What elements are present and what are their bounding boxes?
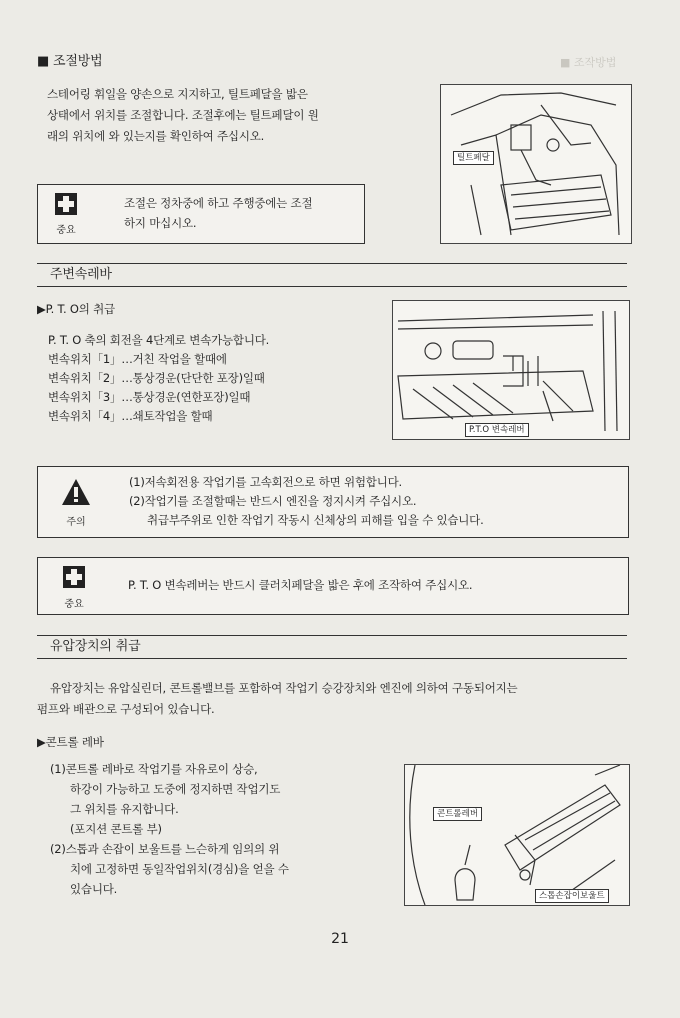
section-title-pto: 주변속레바	[50, 267, 112, 282]
pto-line: 변속위치「1」…거친 작업을 할때에	[48, 352, 227, 366]
control-lever-line: 하강이 가능하고 도중에 정지하면 작업기도	[70, 782, 281, 796]
control-lever-figure	[404, 764, 630, 906]
pto-lever-figure	[392, 300, 630, 440]
hydraulic-intro-line: 유압장치는 유압실린더, 콘트롤밸브를 포함하여 작업기 승강장치와 엔진에 의하여 구동되어지는	[50, 681, 518, 695]
control-lever-label: 콘트롤레버	[433, 807, 482, 821]
section-divider	[37, 658, 627, 659]
control-lever-line: (포지션 콘트롤 부)	[70, 822, 162, 836]
important-note-box	[37, 184, 365, 244]
important-text: P. T. O 변속레버는 반드시 클러치페달을 밟은 후에 조작하여 주십시오.	[128, 578, 473, 592]
stop-knob-bolt-label: 스톱손잡이보울트	[535, 889, 609, 903]
important-label: 중요	[56, 225, 76, 236]
control-lever-line: 있습니다.	[70, 882, 118, 896]
subheading-pto: ▶P. T. O의 취급	[37, 302, 115, 316]
control-lever-line: 치에 고정하면 동일작업위치(경심)을 얻을 수	[70, 862, 289, 876]
note-line: 조절은 정차중에 하고 주행중에는 조절	[124, 196, 313, 210]
pto-line: 변속위치「3」…통상경운(연한포장)일때	[48, 390, 251, 404]
page-number: 21	[331, 931, 349, 947]
tilt-pedal-figure	[440, 84, 632, 244]
important-note-box	[37, 557, 629, 615]
bleed-through-text: ■ 조작방법	[560, 56, 617, 69]
note-line: 하지 마십시오.	[124, 216, 197, 230]
control-lever-line: (2)스톱과 손잡이 보울트를 느슨하게 임의의 위	[50, 842, 280, 856]
caution-label: 주의	[66, 517, 86, 528]
pto-line: 변속위치「4」…쇄토작업을 할때	[48, 409, 213, 423]
section-divider	[37, 263, 627, 264]
section-divider	[37, 286, 627, 287]
pto-line: P. T. O 축의 회전을 4단계로 변속가능합니다.	[48, 333, 270, 347]
first-aid-cross-icon	[63, 566, 85, 588]
tilt-pedal-label: 틸트페달	[453, 151, 494, 165]
caution-line: (2)작업기를 조절할때는 반드시 엔진을 정지시켜 주십시오.	[129, 494, 417, 508]
pto-lever-label: P.T.O 변속레버	[465, 423, 529, 437]
hydraulic-intro-line: 펌프와 배관으로 구성되어 있습니다.	[37, 702, 215, 716]
subheading-control-lever: ▶콘트롤 레바	[37, 735, 104, 749]
control-lever-line: 그 위치를 유지합니다.	[70, 802, 179, 816]
paragraph-line: 스테어링 휘일을 양손으로 지지하고, 틸트페달을 밟은	[47, 87, 308, 101]
warning-triangle-icon	[61, 478, 91, 506]
paragraph-line: 래의 위치에 와 있는지를 확인하여 주십시오.	[47, 129, 265, 143]
first-aid-cross-icon	[55, 193, 77, 215]
control-lever-line: (1)콘트롤 레바로 작업기를 자유로이 상승,	[50, 762, 258, 776]
pto-line: 변속위치「2」…통상경운(단단한 포장)일때	[48, 371, 265, 385]
pto-lever-illustration	[393, 301, 629, 439]
caution-line: (1)저속회전용 작업기를 고속회전으로 하면 위험합니다.	[129, 475, 402, 489]
control-lever-illustration	[405, 765, 629, 905]
caution-box	[37, 466, 629, 538]
section-heading-adjust: ■ 조절방법	[37, 54, 103, 69]
important-label: 중요	[64, 599, 84, 610]
section-divider	[37, 635, 627, 636]
paragraph-line: 상태에서 위치를 조절합니다. 조절후에는 틸트페달이 원	[47, 108, 319, 122]
caution-line: 취급부주위로 인한 작업기 작동시 신체상의 피해를 입을 수 있습니다.	[147, 513, 484, 527]
section-title-hydraulic: 유압장치의 취급	[50, 639, 141, 654]
